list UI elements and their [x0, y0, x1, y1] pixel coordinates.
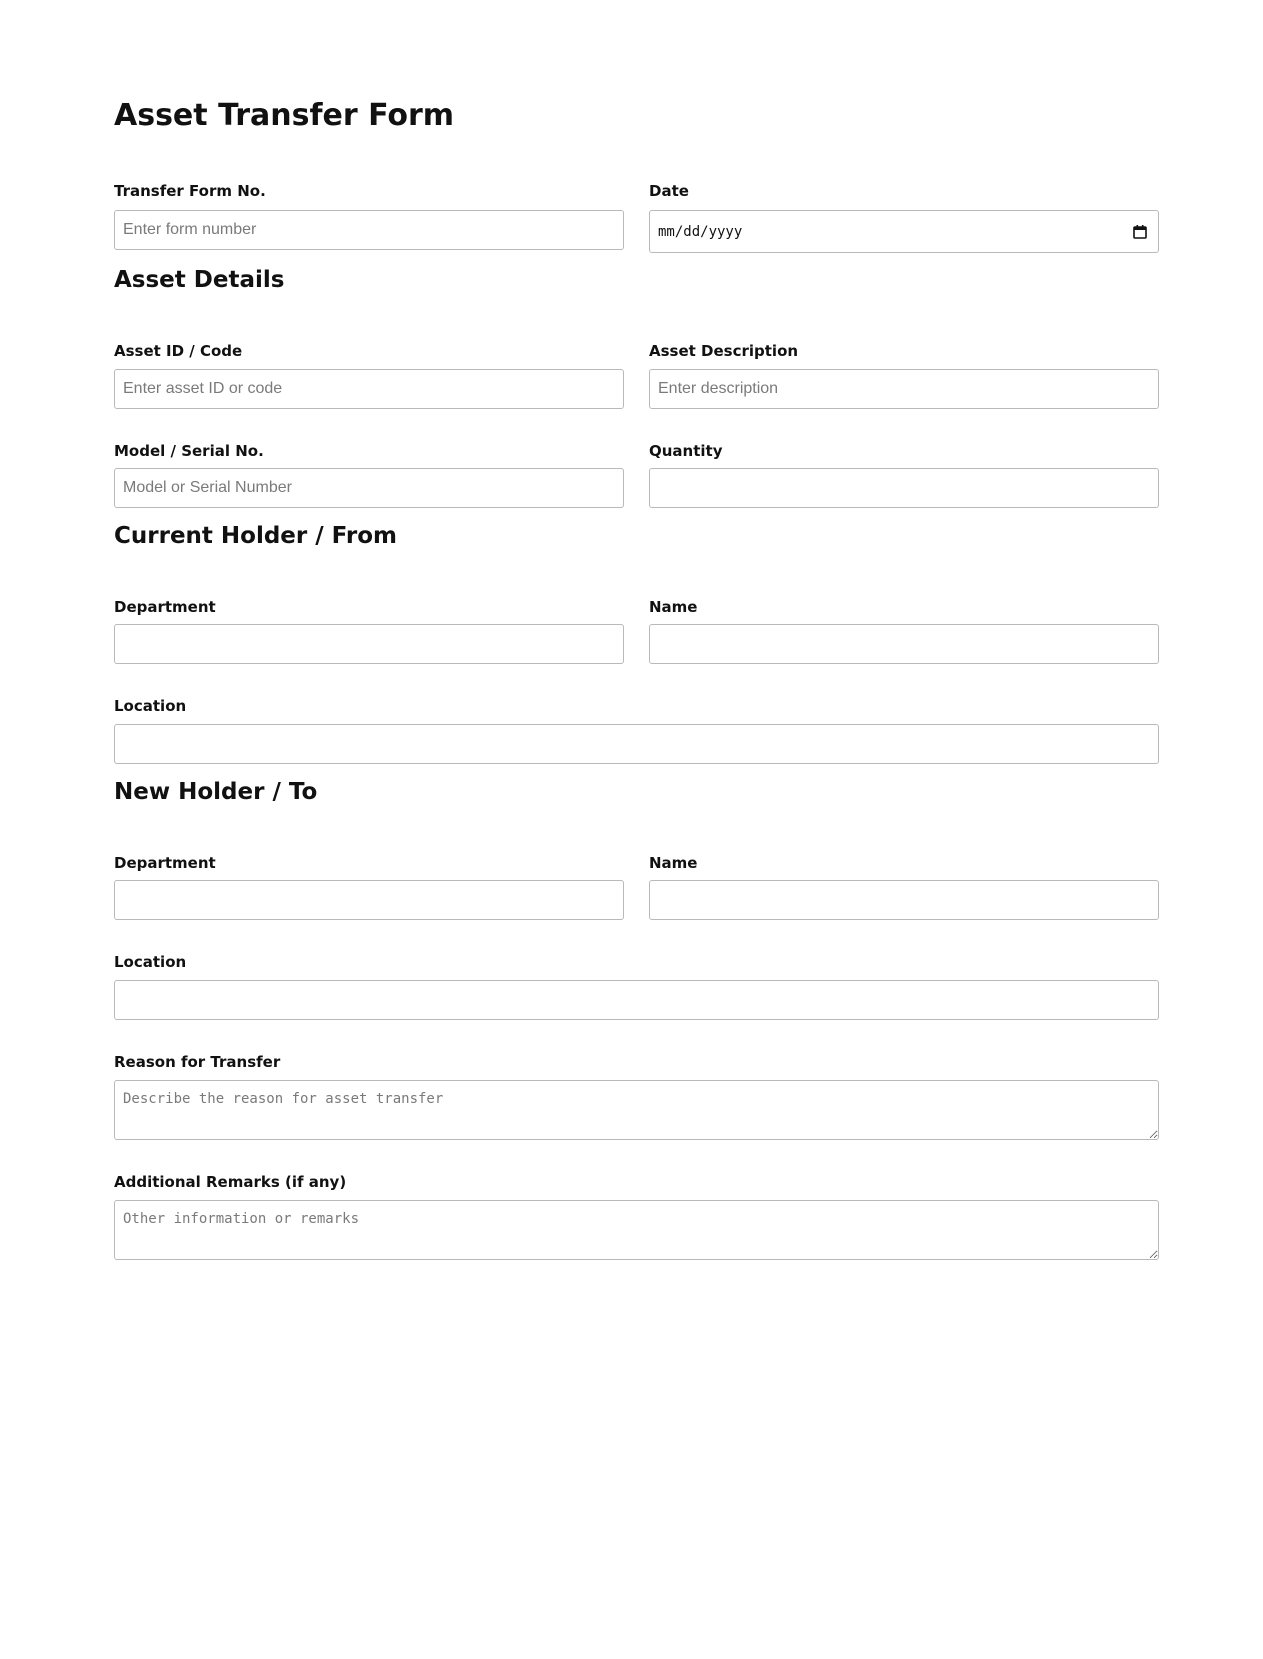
current-location-input[interactable]	[114, 724, 1159, 764]
reason-label: Reason for Transfer	[114, 1053, 281, 1071]
asset-id-label: Asset ID / Code	[114, 342, 243, 360]
new-name-input[interactable]	[649, 880, 1159, 920]
transfer-form-no-label: Transfer Form No.	[114, 182, 266, 200]
reason-textarea[interactable]	[114, 1080, 1159, 1140]
current-holder-heading: Current Holder / From	[114, 523, 398, 549]
date-value: mm/dd/yyyy	[658, 223, 743, 240]
remarks-label: Additional Remarks (if any)	[114, 1173, 347, 1191]
current-department-label: Department	[114, 598, 216, 616]
new-name-label: Name	[649, 854, 698, 872]
date-label: Date	[649, 182, 689, 200]
asset-description-label: Asset Description	[649, 342, 799, 360]
asset-description-input[interactable]	[649, 369, 1159, 409]
current-department-input[interactable]	[114, 624, 624, 664]
model-serial-input[interactable]	[114, 468, 624, 508]
new-location-input[interactable]	[114, 980, 1159, 1020]
calendar-icon[interactable]	[1132, 224, 1148, 240]
date-input[interactable]	[649, 210, 1159, 253]
new-department-input[interactable]	[114, 880, 624, 920]
asset-id-input[interactable]	[114, 369, 624, 409]
asset-details-heading: Asset Details	[114, 267, 285, 293]
model-serial-label: Model / Serial No.	[114, 442, 264, 460]
new-holder-heading: New Holder / To	[114, 779, 318, 805]
new-department-label: Department	[114, 854, 216, 872]
new-location-label: Location	[114, 953, 187, 971]
current-name-label: Name	[649, 598, 698, 616]
transfer-form-no-input[interactable]	[114, 210, 624, 250]
current-location-label: Location	[114, 697, 187, 715]
quantity-label: Quantity	[649, 442, 723, 460]
remarks-textarea[interactable]	[114, 1200, 1159, 1260]
page-title: Asset Transfer Form	[114, 98, 455, 133]
current-name-input[interactable]	[649, 624, 1159, 664]
quantity-input[interactable]	[649, 468, 1159, 508]
